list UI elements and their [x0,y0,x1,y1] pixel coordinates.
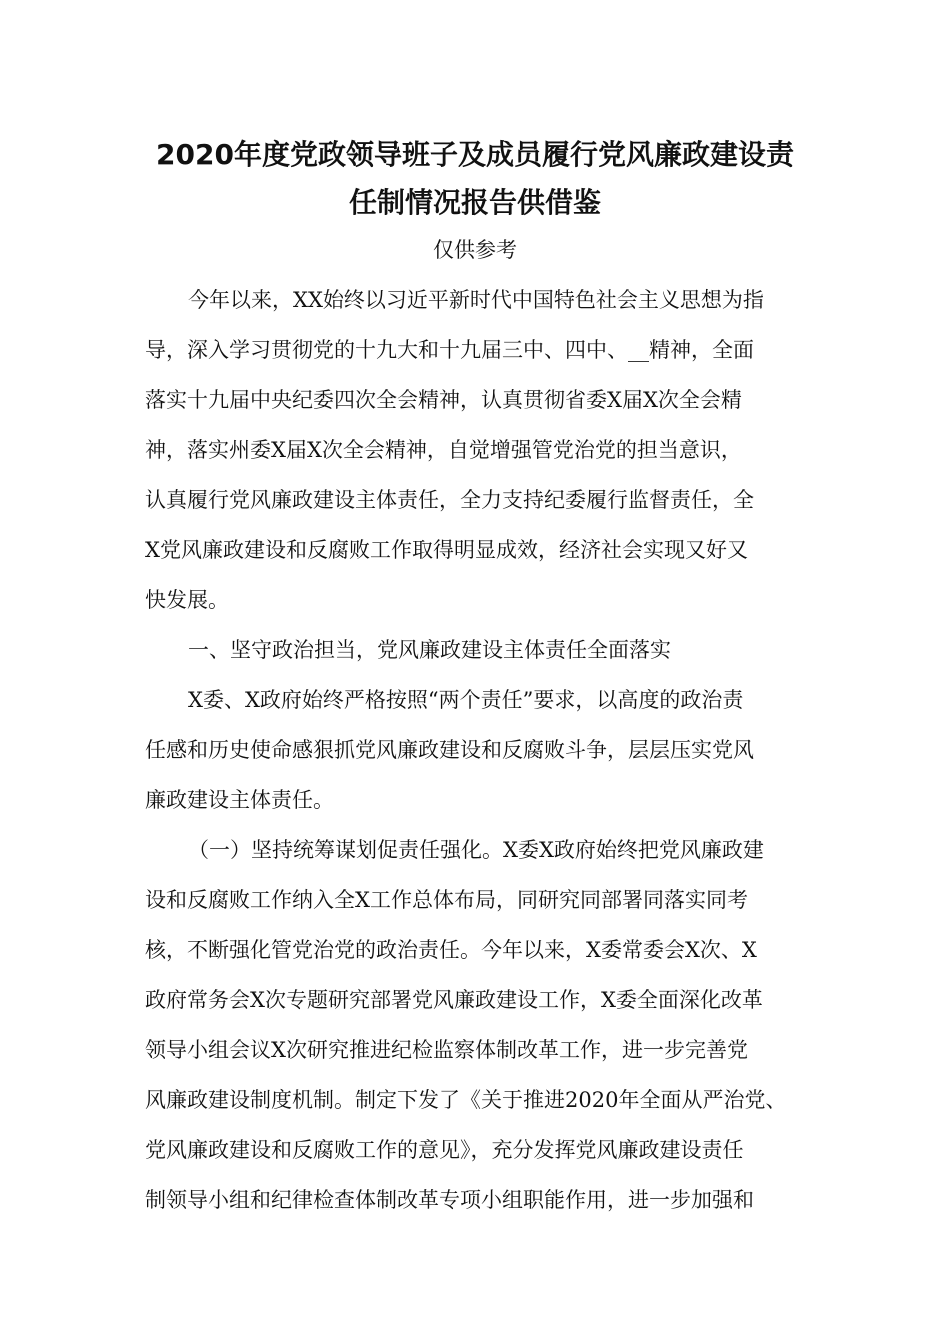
body-line: 风廉政建设制度机制。制定下发了《关于推进2020年全面从严治党、 [145,1088,787,1112]
body-line: 廉政建设主体责任。 [145,788,334,812]
body-line: 领导小组会议X次研究推进纪检监察体制改革工作，进一步完善党 [145,1038,748,1062]
body-line: 认真履行党风廉政建设主体责任，全力支持纪委履行监督责任，全 [145,488,754,512]
subsection-heading: （一）坚持统筹谋划促责任强化。X委X政府始终把党风廉政建 [188,838,764,862]
body-line: X党风廉政建设和反腐败工作取得明显成效，经济社会实现又好又 [145,538,748,562]
body-line: 核，不断强化管党治党的政治责任。今年以来，X委常委会X次、X [145,938,757,962]
body-line: 任感和历史使命感狠抓党风廉政建设和反腐败斗争，层层压实党风 [145,738,754,762]
body-line: 导，深入学习贯彻党的十九大和十九届三中、四中、__精神，全面 [145,338,754,362]
body-line: 神，落实州委X届X次全会精神，自觉增强管党治党的担当意识， [145,438,742,462]
body-line: 制领导小组和纪律检查体制改革专项小组职能作用，进一步加强和 [145,1188,754,1212]
body-line: 党风廉政建设和反腐败工作的意见》，充分发挥党风廉政建设责任 [145,1138,744,1162]
body-line: X委、X政府始终严格按照“两个责任”要求，以高度的政治责 [188,688,744,712]
body-line: 政府常务会X次专题研究部署党风廉政建设工作，X委全面深化改革 [145,988,763,1012]
body-line: 快发展。 [145,588,229,612]
document-title-line-2: 任制情况报告供借鉴 [348,186,601,219]
section-heading: 一、坚守政治担当，党风廉政建设主体责任全面落实 [188,638,671,662]
document-subtitle: 仅供参考 [433,238,517,262]
body-line: 设和反腐败工作纳入全X工作总体布局，同研究同部署同落实同考 [145,888,748,912]
body-line: 落实十九届中央纪委四次全会精神，认真贯彻省委X届X次全会精 [145,388,742,412]
body-line: 今年以来，XX始终以习近平新时代中国特色社会主义思想为指 [188,288,764,312]
document-title-line-1: 2020年度党政领导班子及成员履行党风廉政建设责 [156,138,794,171]
